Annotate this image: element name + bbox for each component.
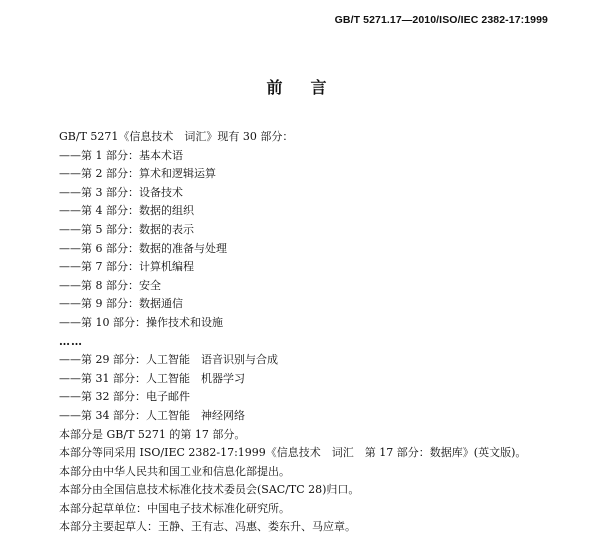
page-title: 前言	[266, 78, 355, 97]
part-list-item: ——第 32 部分：电子邮件	[59, 390, 190, 404]
part-list-item: ——第 3 部分：设备技术	[59, 185, 183, 199]
paragraph: 本部分等同采用 ISO/IEC 2382-17:1999《信息技术 词汇 第 17 部分：数据库》(英文版)。	[59, 446, 527, 460]
ellipsis: ……	[59, 334, 83, 348]
part-list-item: ——第 31 部分：人工智能 机器学习	[59, 371, 245, 385]
paragraph: 本部分是 GB/T 5271 的第 17 部分。	[59, 427, 246, 441]
part-list-item: ——第 1 部分：基本术语	[59, 148, 183, 162]
part-list-item: ——第 2 部分：算术和逻辑运算	[59, 167, 216, 181]
paragraph: 本部分由全国信息技术标准化技术委员会(SAC/TC 28)归口。	[59, 483, 360, 497]
part-list-item: ——第 7 部分：计算机编程	[59, 260, 194, 274]
paragraph: 本部分主要起草人：王静、王有志、冯惠、娄东升、马应章。	[59, 520, 356, 534]
paragraph: 本部分由中华人民共和国工业和信息化部提出。	[59, 464, 290, 478]
standard-code-header: GB/T 5271.17—2010/ISO/IEC 2382-17:1999	[334, 14, 548, 26]
foreword-body	[59, 128, 583, 537]
part-list-item: ——第 6 部分：数据的准备与处理	[59, 241, 227, 255]
part-list-item: ——第 8 部分：安全	[59, 278, 161, 292]
intro-line: GB/T 5271《信息技术 词汇》现有 30 部分：	[59, 130, 294, 143]
part-list-item: ——第 29 部分：人工智能 语音识别与合成	[59, 353, 278, 367]
part-list-item: ——第 10 部分：操作技术和设施	[59, 315, 223, 329]
part-list-item: ——第 5 部分：数据的表示	[59, 222, 194, 236]
part-list-item: ——第 9 部分：数据通信	[59, 297, 183, 311]
paragraph: 本部分起草单位：中国电子技术标准化研究所。	[59, 501, 290, 515]
part-list-item: ——第 34 部分：人工智能 神经网络	[59, 408, 245, 422]
part-list-item: ——第 4 部分：数据的组织	[59, 204, 194, 218]
